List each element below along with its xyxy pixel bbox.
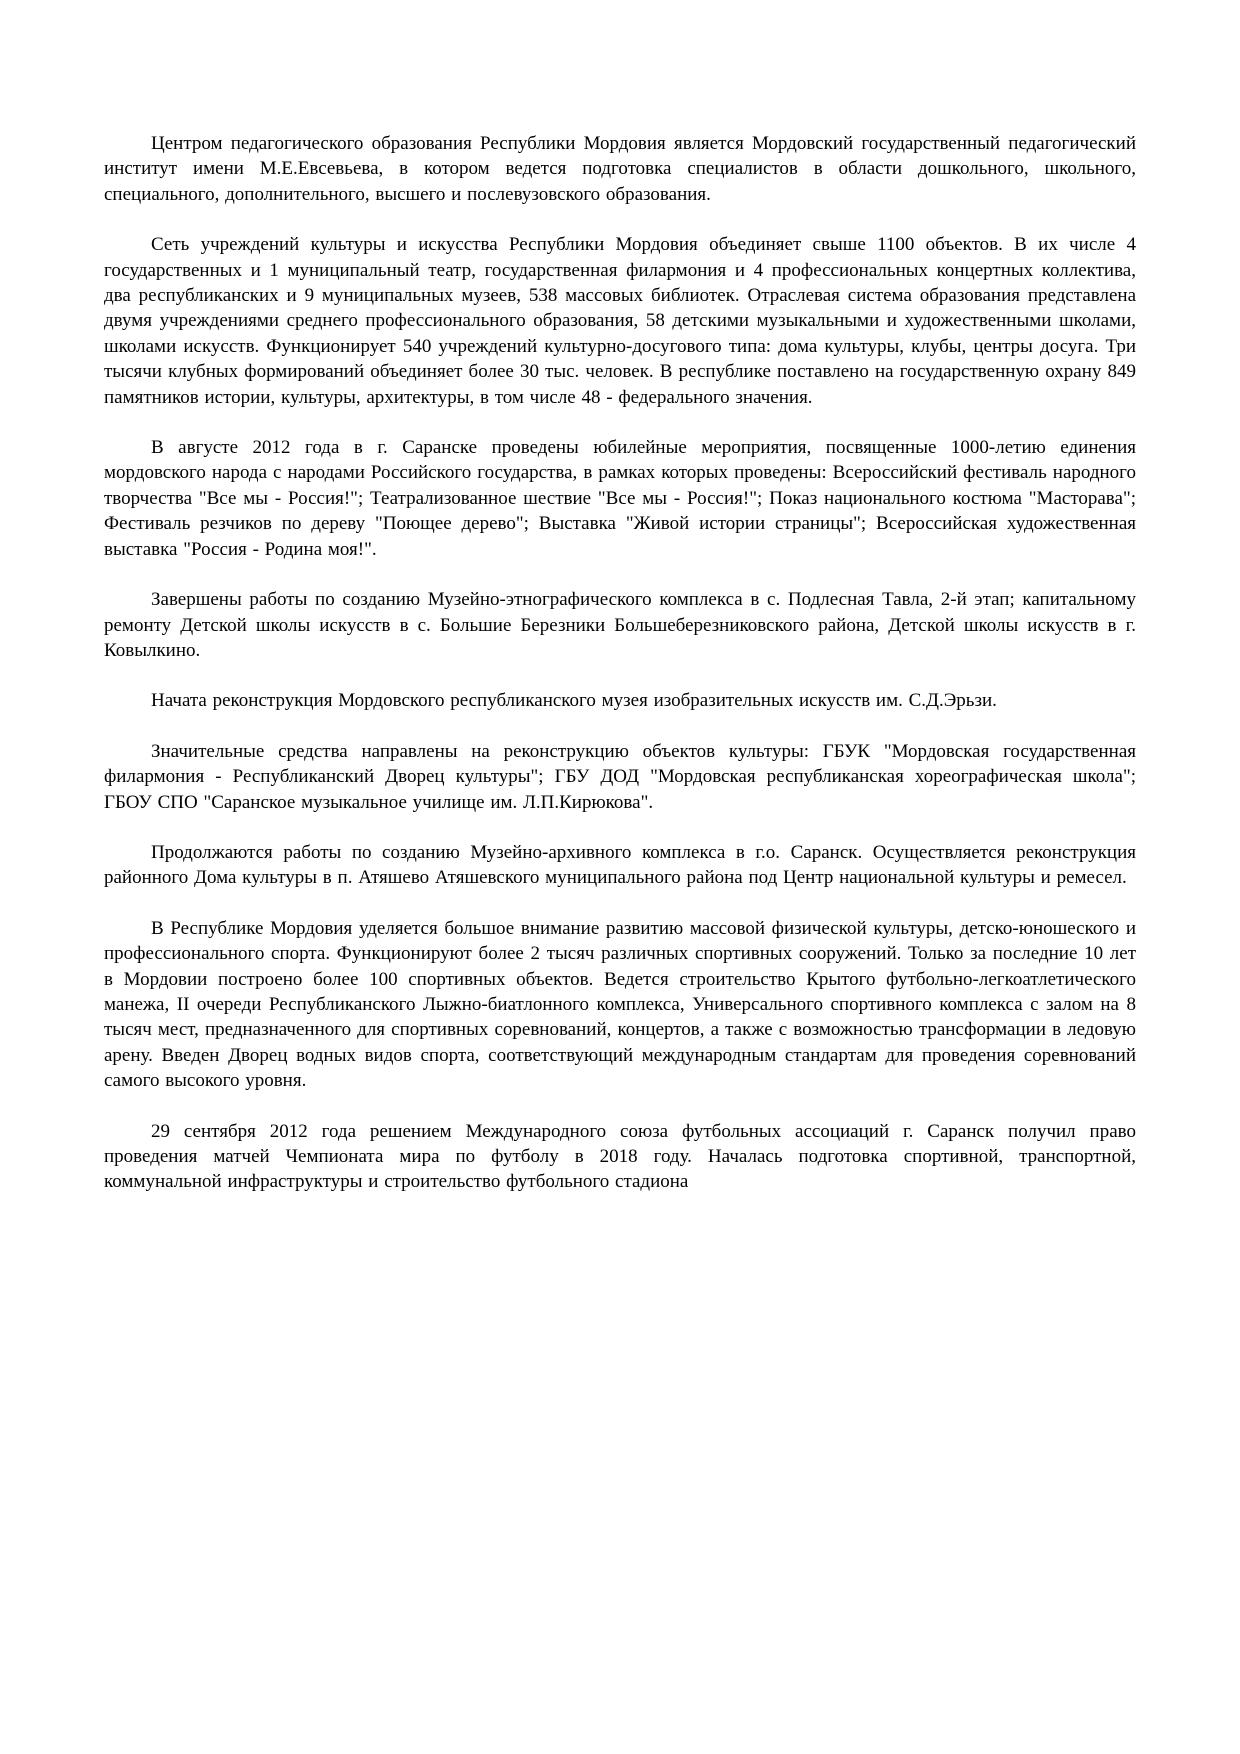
paragraph: В Республике Мордовия уделяется большое внимание развитию массовой физической культуры, детско-юношеского и профессионального спорта. Функционируют более 2 тысяч различных спортивных сооружений. Только за последние 10 лет в Мордовии построено более 100 спортивных объектов. Ведется строительство Крытого футбольно-легкоатлетического манежа, II очереди Республиканского Лыжно-биатлонного комплекса, Универсального спортивного комплекса с залом на 8 тысяч мест, предназначенного для спортивных соревнований, концертов, а также с возможностью трансформации в ледовую арену. Введен Дворец водных видов спорта, соответствующий международным стандартам для проведения соревнований самого высокого уровня.: [104, 917, 1136, 1092]
paragraph: В августе 2012 года в г. Саранске проведены юбилейные мероприятия, посвященные 1000-летию единения мордовского народа с народами Российского государства, в рамках которых проведены: Всероссийский фестиваль народного творчества "Все мы - Россия!"; Театрализованное шествие "Все мы - Россия!"; Показ национального костюма "Масторава"; Фестиваль резчиков по дереву "Поющее дерево"; Выставка "Живой истории страницы"; Всероссийская художественная выставка "Россия - Родина моя!".: [104, 437, 1136, 560]
paragraph: Начата реконструкция Мордовского республиканского музея изобразительных искусств им. С.Д.Эрьзи.: [151, 690, 997, 712]
paragraph: Сеть учреждений культуры и искусства Республики Мордовия объединяет свыше 1100 объектов. В их числе 4 государственных и 1 муниципальный театр, государственная филармония и 4 профессиональных концертных коллектива, два республиканских и 9 муниципальных музеев, 538 массовых библиотек. Отраслевая система образования представлена двумя учреждениями среднего профессионального образования, 58 детскими музыкальными и художественными школами, школами искусств. Функционирует 540 учреждений культурно-досугового типа: дома культуры, клубы, центры досуга. Три тысячи клубных формирований объединяет более 30 тыс. человек. В республике поставлено на государственную охрану 849 памятников истории, культуры, архитектуры, в том числе 48 - федерального значения.: [104, 234, 1136, 408]
paragraph: Завершены работы по созданию Музейно-этнографического комплекса в с. Подлесная Тавла, 2-й этап; капитальному ремонту Детской школы искусств в с. Большие Березники Большеберезниковского района, Детской школы искусств в г. Ковылкино.: [104, 589, 1136, 661]
paragraph: Продолжаются работы по созданию Музейно-архивного комплекса в г.о. Саранск. Осуществляется реконструкция районного Дома культуры в п. Атяшево Атяшевского муниципального района под Центр национальной культуры и ремесел.: [104, 841, 1136, 889]
paragraph: Центром педагогического образования Республики Мордовия является Мордовский государственный педагогический институт имени М.Е.Евсевьева, в котором ведется подготовка специалистов в области дошкольного, школьного, специального, дополнительного, высшего и послевузовского образования.: [104, 133, 1136, 205]
paragraph: Значительные средства направлены на реконструкцию объектов культуры: ГБУК "Мордовская государственная филармония - Республиканский Дворец культуры"; ГБУ ДОД "Мордовская республиканская хореографическая школа"; ГБОУ СПО "Саранское музыкальное училище им. Л.П.Кирюкова".: [104, 740, 1136, 813]
paragraph: 29 сентября 2012 года решением Международного союза футбольных ассоциаций г. Саранск получил право проведения матчей Чемпионата мира по футболу в 2018 году. Началась подготовка спортивной, транспортной, коммунальной инфраструктуры и строительство футбольного стадиона: [104, 1120, 1136, 1193]
